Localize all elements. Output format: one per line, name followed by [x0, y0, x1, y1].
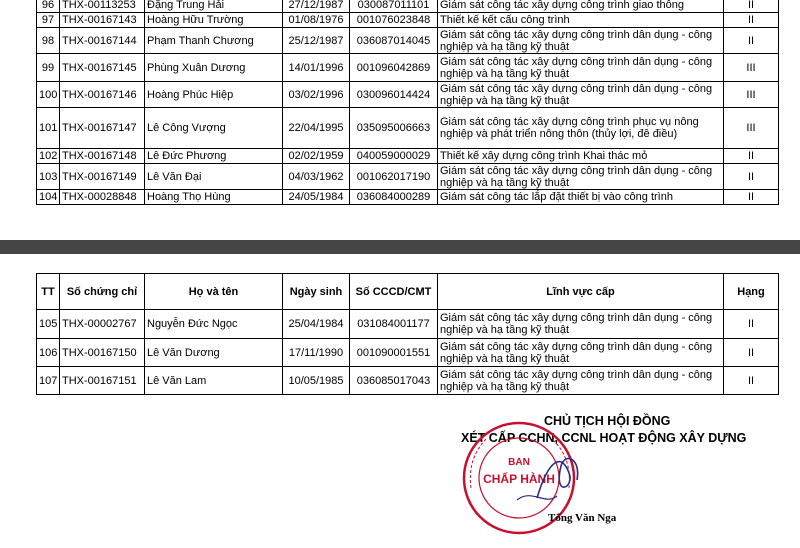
row-full-name: Lê Văn Dương — [145, 339, 283, 367]
row-certificate-number: THX-00167151 — [60, 367, 145, 395]
row-certificate-number: THX-00002767 — [60, 310, 145, 339]
table-row — [37, 310, 779, 339]
row-field: Giám sát công tác xây dựng công trình dân dụng - công nghiệp và hạ tầng kỹ thuật — [438, 28, 724, 54]
row-grade: II — [724, 164, 779, 190]
row-full-name: Lê Văn Lam — [145, 367, 283, 395]
table-row — [37, 108, 779, 149]
row-full-name: Phạm Thanh Chương — [145, 28, 283, 54]
row-certificate-number: THX-00113253 — [60, 0, 145, 13]
row-grade: II — [724, 13, 779, 28]
row-grade: II — [724, 310, 779, 339]
row-certificate-number: THX-00167150 — [60, 339, 145, 367]
row-field: Giám sát công tác xây dựng công trình dân dụng - công nghiệp và hạ tầng kỹ thuật — [438, 367, 724, 395]
row-id-number: 030096014424 — [350, 82, 438, 108]
row-grade: III — [724, 54, 779, 82]
row-field: Giám sát công tác xây dựng công trình phục vụ nông nghiệp và phát triển nông thôn (thủy lợi, đê điều) — [438, 108, 724, 149]
row-full-name: Lê Công Vượng — [145, 108, 283, 149]
row-id-number: 031084001177 — [350, 310, 438, 339]
row-tt: 99 — [37, 54, 60, 82]
row-certificate-number: THX-00028848 — [60, 190, 145, 205]
row-full-name: Hoàng Phúc Hiệp — [145, 82, 283, 108]
row-tt: 98 — [37, 28, 60, 54]
row-id-number: 030087011101 — [350, 0, 438, 13]
row-birth-date: 22/04/1995 — [283, 108, 350, 149]
row-full-name: Hoàng Thọ Hùng — [145, 190, 283, 205]
row-certificate-number: THX-00167144 — [60, 28, 145, 54]
row-birth-date: 02/02/1959 — [283, 149, 350, 164]
row-id-number: 040059000029 — [350, 149, 438, 164]
table-row — [37, 367, 779, 395]
row-tt: 104 — [37, 190, 60, 205]
table-row — [37, 13, 779, 28]
row-id-number: 001096042869 — [350, 54, 438, 82]
row-grade: II — [724, 28, 779, 54]
row-grade: III — [724, 108, 779, 149]
signer-name: Tống Văn Nga — [548, 512, 617, 524]
row-full-name: Phùng Xuân Dương — [145, 54, 283, 82]
row-grade: II — [724, 367, 779, 395]
row-certificate-number: THX-00167143 — [60, 13, 145, 28]
signature-title-line1: CHỦ TỊCH HỘI ĐỒNG — [544, 414, 671, 428]
certificate-table-bottom — [36, 273, 779, 395]
row-birth-date: 03/02/1996 — [283, 82, 350, 108]
row-birth-date: 25/12/1987 — [283, 28, 350, 54]
header-id-number: Số CCCD/CMT — [350, 274, 438, 310]
row-birth-date: 04/03/1962 — [283, 164, 350, 190]
table-row — [37, 28, 779, 54]
row-id-number: 001090001551 — [350, 339, 438, 367]
row-full-name: Đặng Trung Hải — [145, 0, 283, 13]
row-field: Giám sát công tác xây dựng công trình dân dụng - công nghiệp và hạ tầng kỹ thuật — [438, 310, 724, 339]
row-tt: 101 — [37, 108, 60, 149]
row-id-number: 001076023848 — [350, 13, 438, 28]
page-separator — [0, 240, 800, 254]
certificate-table-top — [36, 0, 779, 205]
table-row — [37, 164, 779, 190]
header-full-name: Họ và tên — [145, 274, 283, 310]
row-field: Giám sát công tác xây dựng công trình dân dụng - công nghiệp và hạ tầng kỹ thuật — [438, 54, 724, 82]
row-certificate-number: THX-00167145 — [60, 54, 145, 82]
row-certificate-number: THX-00167147 — [60, 108, 145, 149]
table-row — [37, 82, 779, 108]
row-field: Giám sát công tác xây dựng công trình giao thông — [438, 0, 724, 13]
table-row — [37, 0, 779, 13]
row-tt: 103 — [37, 164, 60, 190]
row-id-number: 036084000289 — [350, 190, 438, 205]
header-tt: TT — [37, 274, 60, 310]
table-header-row — [37, 274, 779, 310]
row-tt: 100 — [37, 82, 60, 108]
row-field: Giám sát công tác xây dựng công trình dân dụng - công nghiệp và hạ tầng kỹ thuật — [438, 164, 724, 190]
row-grade: II — [724, 339, 779, 367]
row-field: Giám sát công tác xây dựng công trình dân dụng - công nghiệp và hạ tầng kỹ thuật — [438, 339, 724, 367]
row-full-name: Lê Văn Đại — [145, 164, 283, 190]
table-row — [37, 339, 779, 367]
row-tt: 105 — [37, 310, 60, 339]
signature-title-line2: XÉT CẤP CCHN, CCNL HOẠT ĐỘNG XÂY DỰNG — [461, 431, 747, 445]
row-tt: 96 — [37, 0, 60, 13]
row-certificate-number: THX-00167148 — [60, 149, 145, 164]
row-field: Thiết kế kết cấu công trình — [438, 13, 724, 28]
row-tt: 106 — [37, 339, 60, 367]
row-id-number: 036085017043 — [350, 367, 438, 395]
header-field: Lĩnh vực cấp — [438, 274, 724, 310]
stamp-text-top: BAN — [508, 457, 530, 468]
table-row — [37, 149, 779, 164]
stamp-text-main: CHẤP HÀNH — [483, 472, 555, 486]
row-id-number: 001062017190 — [350, 164, 438, 190]
row-tt: 97 — [37, 13, 60, 28]
row-birth-date: 27/12/1987 — [283, 0, 350, 13]
row-field: Giám sát công tác xây dựng công trình dân dụng - công nghiệp và hạ tầng kỹ thuật — [438, 82, 724, 108]
row-full-name: Lê Đức Phương — [145, 149, 283, 164]
header-birth-date: Ngày sinh — [283, 274, 350, 310]
row-birth-date: 10/05/1985 — [283, 367, 350, 395]
table-row — [37, 190, 779, 205]
row-grade: III — [724, 82, 779, 108]
table-row — [37, 54, 779, 82]
row-grade: II — [724, 0, 779, 13]
header-grade: Hạng — [724, 274, 779, 310]
row-id-number: 035095006663 — [350, 108, 438, 149]
row-birth-date: 24/05/1984 — [283, 190, 350, 205]
row-birth-date: 14/01/1996 — [283, 54, 350, 82]
row-birth-date: 25/04/1984 — [283, 310, 350, 339]
row-birth-date: 17/11/1990 — [283, 339, 350, 367]
row-id-number: 036087014045 — [350, 28, 438, 54]
row-field: Thiết kế xây dựng công trình Khai thác mỏ — [438, 149, 724, 164]
row-tt: 107 — [37, 367, 60, 395]
row-grade: II — [724, 149, 779, 164]
row-field: Giám sát công tác lắp đặt thiết bị vào công trình — [438, 190, 724, 205]
row-grade: II — [724, 190, 779, 205]
row-certificate-number: THX-00167149 — [60, 164, 145, 190]
row-full-name: Hoàng Hữu Trường — [145, 13, 283, 28]
header-certificate-number: Số chứng chỉ — [60, 274, 145, 310]
row-tt: 102 — [37, 149, 60, 164]
row-full-name: Nguyễn Đức Ngọc — [145, 310, 283, 339]
row-certificate-number: THX-00167146 — [60, 82, 145, 108]
row-birth-date: 01/08/1976 — [283, 13, 350, 28]
